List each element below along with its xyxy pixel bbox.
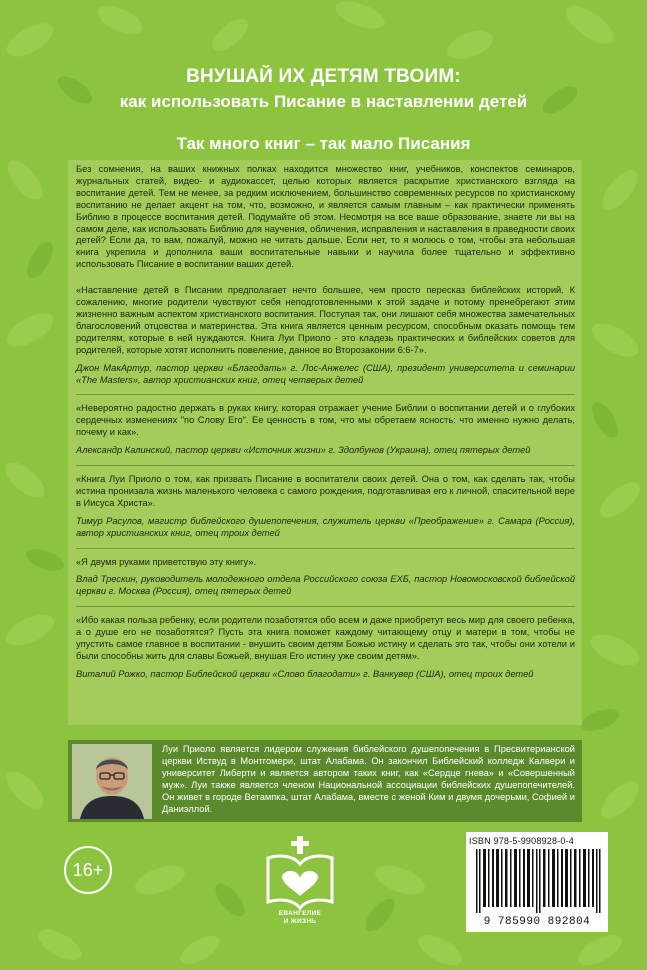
publisher-name-line2: И ЖИЗНЬ	[283, 918, 317, 925]
barcode-number: 9 785990 892804	[483, 916, 591, 928]
barcode	[474, 849, 602, 913]
endorsement-author: Александр Калинский, пастор церкви «Источник жизни» г. Здолбунов (Украина), отец пятерых детей	[76, 445, 531, 456]
divider	[76, 394, 575, 395]
section-heading: Так много книг – так мало Писания	[176, 134, 471, 153]
endorsement-quote: «Наставление детей в Писании предполагает нечто большее, чем просто пересказ библейских историй. К сожалению, многие родители чувствуют себя неподготовленными к этой задаче и потому пренебрегают этим жизненно важным аспектом христианского воспитания. Поступая так, они лишают себя множества замечательных благословений отцовства и материнства. Эта книга является ценным ресурсом, способным оказать помощь тем родителям, которые в ней нуждаются. Книга Луи Приоло - это кладезь практических и библейских советов для родителей, которые хотят исполнить повеление, данное во Второзаконии 6:6-7».	[76, 285, 575, 355]
book-title: ВНУШАЙ ИХ ДЕТЯМ ТВОИМ:	[186, 66, 461, 87]
intro-paragraph: Без сомнения, на ваших книжных полках находится множество книг, учебников, конспектов семинаров, журнальных статей, видео- и аудиокассет, целью которых является раскрытие христианского взгляда на воспитание детей. Тем не менее, за редким исключением, большинство современных ресурсов по христианскому воспитанию не делает акцент на том, что, возможно, и является самым главным – как практически применять Библию в процессе воспитания детей. Подумайте об этом. Несмотря на все ваше образование, знаете ли вы на самом деле, как использовать Библию для научения, обличения, исправления и наставления в праведности своих детей? Если да, то вам, пожалуй, можно не читать дальше. Если нет, то я молюсь о том, чтобы эта небольшая книга укрепила и дополнила ваши воспитательные навыки и научила более тщательно и эффективно использовать Писание в воспитании ваших детей.	[76, 164, 575, 270]
author-photo	[72, 744, 152, 819]
endorsement-author: Виталий Рожко, пастор Библейской церкви «Слово благодати» г. Ванкувер (США), отец троих детей	[76, 668, 534, 679]
divider	[76, 606, 575, 607]
age-rating-badge: 16+	[64, 846, 112, 894]
text-column	[76, 164, 575, 681]
isbn-label: ISBN 978-5-9908928-0-4	[469, 836, 574, 846]
endorsement-author: Джон МакАртур, пастор церкви «Благодать» г. Лос-Анжелес (США), президент университета и семинарии «The Masters», автор христианских книг, отец четверых детей	[76, 362, 575, 385]
endorsement-quote: «Я двумя руками приветствую эту книгу».	[76, 556, 257, 567]
endorsement-author: Тимур Расулов, магистр библейского душепопечения, служитель церкви «Преображение» г. Самара (Россия), автор христианских книг, отец троих детей	[76, 515, 575, 538]
endorsement-quote: «Книга Луи Приоло о том, как призвать Писание в воспитатели своих детей. Она о том, как сделать так, чтобы истина пронизала жизнь маленького человека с самого рождения, подготавливая его к личной, спасительной вере в Иисуса Христа».	[76, 474, 575, 508]
book-subtitle: как использовать Писание в наставлении детей	[119, 92, 528, 111]
endorsement-quote: «Ибо какая польза ребенку, если родители позаботятся обо всем и даже приобретут весь мир для своего ребенка, а о душе его не позаботятся? Пусть эта книга поможет каждому читающему отцу и матери в том, чтобы не упустить самое главное в воспитании - внушить своим детям Божью истину и сделать это так, чтобы они хотели и были способны жить для славы Божьей, внушая Его истину уже своим детям».	[76, 615, 575, 661]
divider	[76, 465, 575, 466]
endorsement-quote: «Невероятно радостно держать в руках книгу, которая отражает учение Библии о воспитании детей и о глубоких сердечных изменениях "по Слову Его". Ее ценность в том, что мы обретаем ясность: что именно нужно делать, почему и как».	[76, 403, 575, 438]
endorsement-author: Влад Трескин, руководитель молодежного отдела Российского союза ЕХБ, пастор Новомосковской библейской церкви г. Москва (Россия), отец пятерых детей	[76, 574, 575, 597]
publisher-name-line1: ЕВАНГЕЛИЕ	[278, 910, 322, 917]
divider	[76, 548, 575, 549]
author-bio: Луи Приоло является лидером служения библейского душепопечения в Пресвитерианской церкви Иствуд в Монтгомери, штат Алабама. Он закончил Библейский колледж Калвери и университет Либерти и является автором таких книг, как «Сердце гнева» и «Совершенный муж». Луи также является членом Национальной ассоциации библейских душепопечителей. Он живет в городе Ветампка, штат Алабама, вместе с женой Ким и двумя дочерьми, Софией и Даниэллой.	[162, 744, 575, 814]
